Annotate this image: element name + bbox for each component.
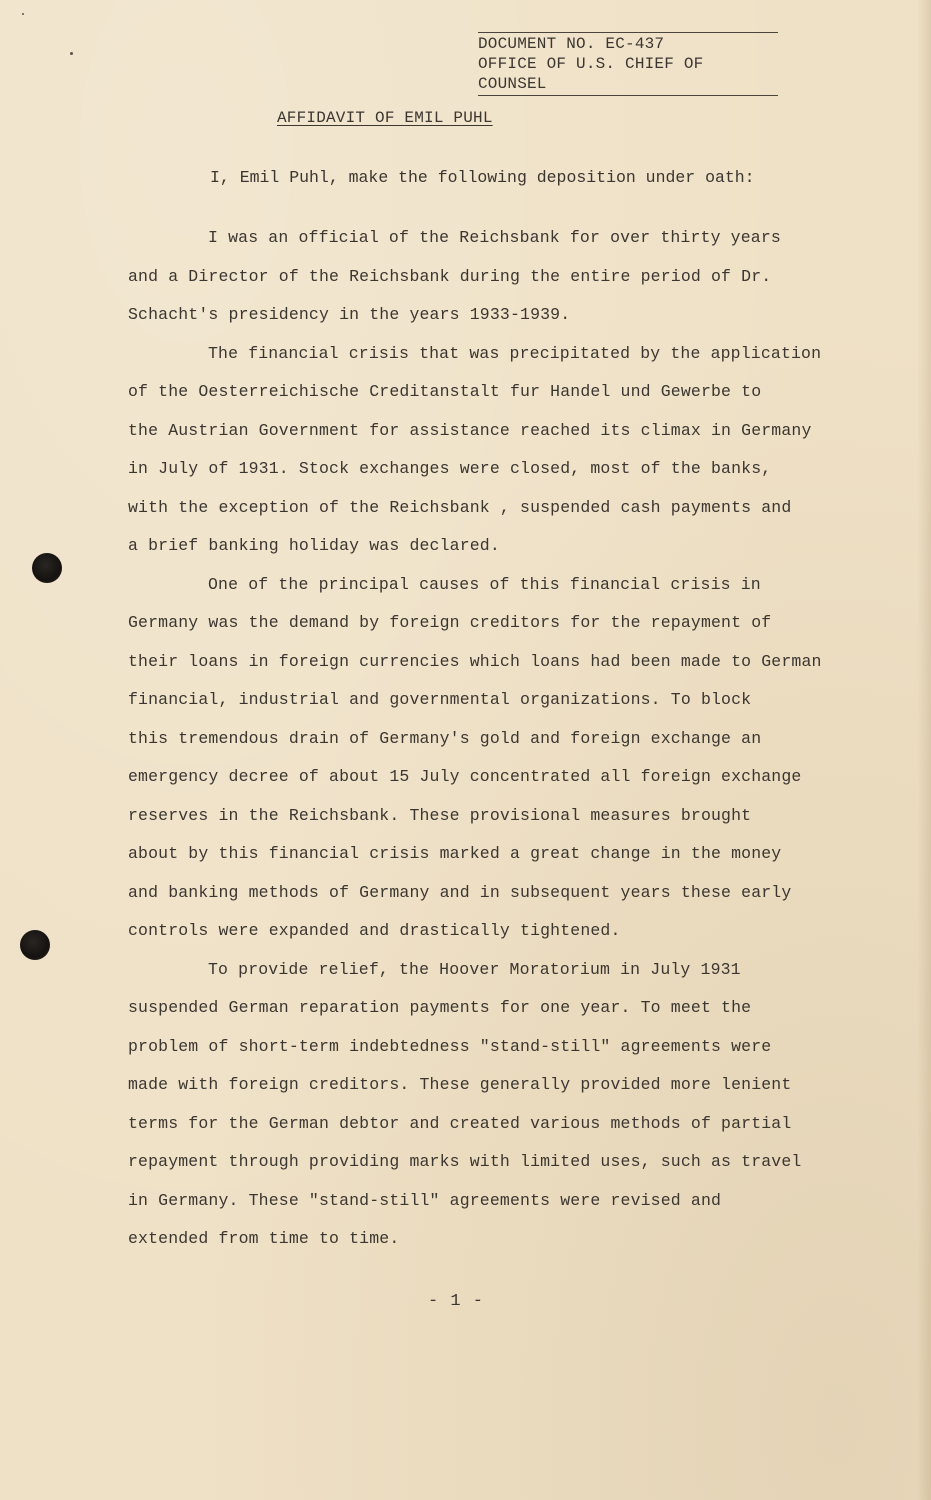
text-line: terms for the German debtor and created various methods of partial [128, 1113, 792, 1133]
office-name: OFFICE OF U.S. CHIEF OF COUNSEL [478, 54, 778, 96]
text-line: Germany was the demand by foreign creditors for the repayment of [128, 613, 772, 632]
text-line: reserves in the Reichsbank. These provisional measures brought [128, 805, 752, 825]
paper-speck [22, 13, 24, 15]
text-line: problem of short-term indebtedness "stand-still" agreements were [128, 1036, 772, 1056]
text-line: about by this financial crisis marked a great change in the money [128, 844, 782, 863]
text-line: To provide relief, the Hoover Moratorium in July 1931 [208, 959, 741, 979]
intro-line: I, Emil Puhl, make the following deposition under oath: [210, 168, 755, 187]
text-line: in July of 1931. Stock exchanges were closed, most of the banks, [128, 459, 772, 478]
paragraph-4 [128, 955, 818, 1263]
paragraph-2 [128, 339, 822, 570]
text-line: financial, industrial and governmental organizations. To block [128, 690, 752, 709]
document-title: AFFIDAVIT OF EMIL PUHL [277, 109, 493, 127]
document-number: DOCUMENT NO. EC-437 [478, 32, 778, 54]
page-number: - 1 - [428, 1292, 485, 1311]
page-edge-shadow [917, 0, 931, 1500]
text-line: and a Director of the Reichsbank during the entire period of Dr. [128, 266, 772, 286]
punch-hole [20, 930, 50, 960]
text-line: of the Oesterreichische Creditanstalt fur Handel und Gewerbe to [128, 382, 762, 401]
text-line: suspended German reparation payments for one year. To meet the [128, 998, 752, 1017]
paper-speck [70, 52, 73, 55]
text-line: in Germany. These "stand-still" agreements were revised and [128, 1190, 722, 1210]
affidavit-body [128, 223, 822, 1263]
text-line: repayment through providing marks with limited uses, such as travel [128, 1152, 802, 1171]
document-header [478, 32, 780, 96]
text-line: their loans in foreign currencies which loans had been made to German [128, 651, 822, 671]
text-line: and banking methods of Germany and in subsequent years these early [128, 882, 792, 902]
text-line: Schacht's presidency in the years 1933-1939. [128, 305, 571, 324]
text-line: with the exception of the Reichsbank , suspended cash payments and [128, 497, 792, 517]
text-line: the Austrian Government for assistance reached its climax in Germany [128, 420, 812, 440]
punch-hole [32, 553, 62, 583]
text-line: extended from time to time. [128, 1229, 400, 1248]
text-line: a brief banking holiday was declared. [128, 536, 500, 555]
text-line: One of the principal causes of this financial crisis in [208, 574, 761, 594]
text-line: emergency decree of about 15 July concentrated all foreign exchange [128, 767, 802, 786]
text-line: controls were expanded and drastically tightened. [128, 921, 621, 940]
text-line: made with foreign creditors. These generally provided more lenient [128, 1075, 792, 1094]
text-line: I was an official of the Reichsbank for over thirty years [208, 228, 781, 247]
paragraph-1 [128, 223, 818, 339]
text-line: this tremendous drain of Germany's gold and foreign exchange an [128, 728, 762, 748]
text-line: The financial crisis that was precipitated by the application [208, 343, 822, 363]
paragraph-3 [128, 570, 822, 955]
